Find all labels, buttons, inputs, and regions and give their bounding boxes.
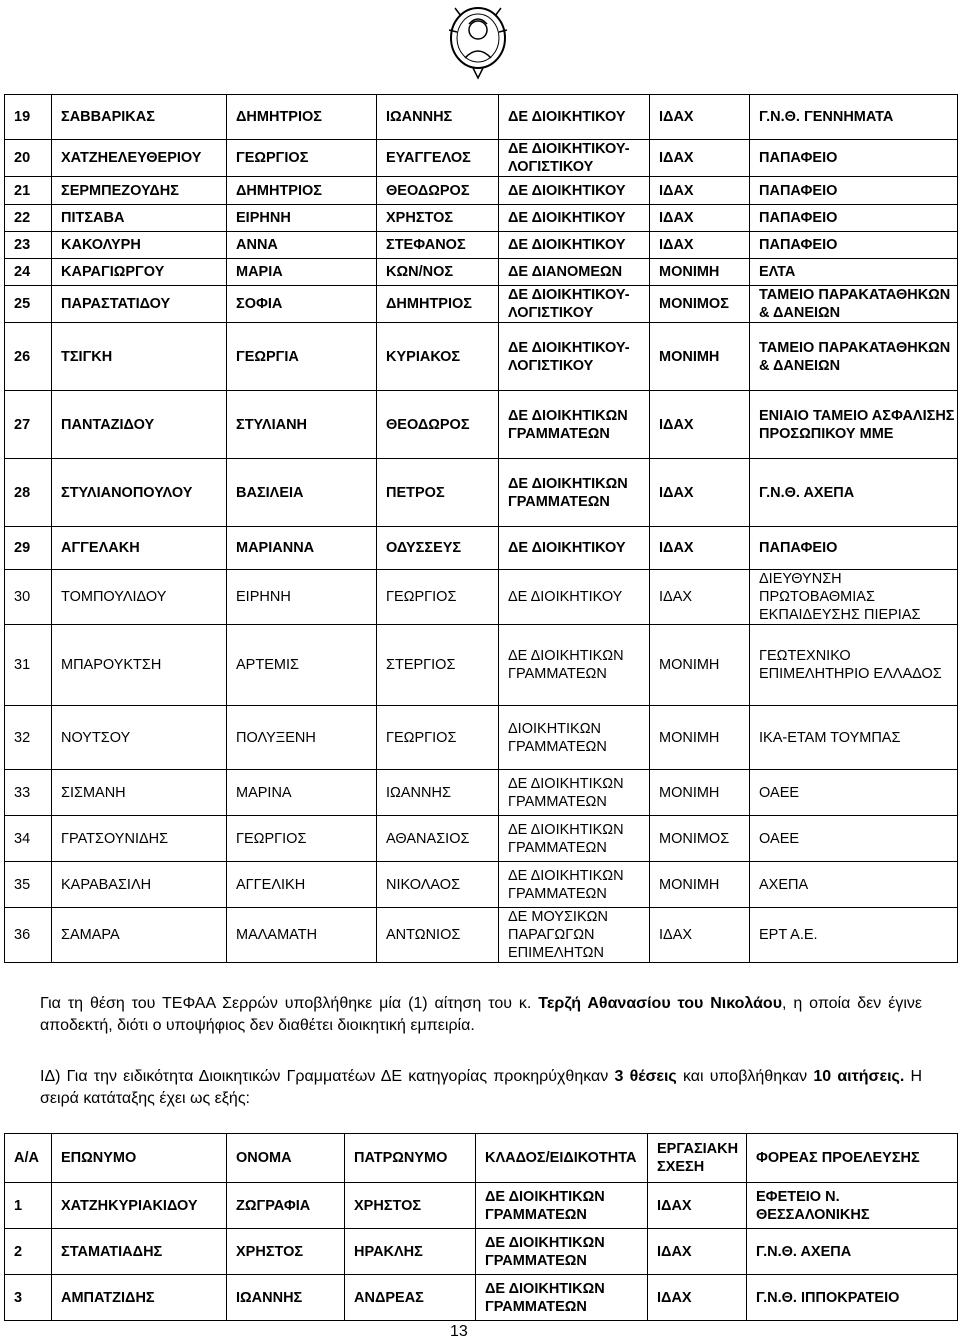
cell-no: 20 bbox=[5, 140, 52, 177]
cell-father: ΓΕΩΡΓΙΟΣ bbox=[377, 706, 499, 770]
cell-surname: ΣΙΣΜΑΝΗ bbox=[52, 770, 227, 816]
candidates-table-continued bbox=[4, 94, 958, 963]
table-row bbox=[5, 570, 958, 625]
cell-rel: ΙΔΑΧ bbox=[650, 459, 750, 527]
cell-branch: ΔΕ ΔΙΑΝΟΜΕΩΝ bbox=[499, 259, 650, 286]
cell-father: ΘΕΟΔΩΡΟΣ bbox=[377, 391, 499, 459]
cell-name: ΔΗΜΗΤΡΙΟΣ bbox=[227, 95, 377, 140]
cell-origin: Γ.Ν.Θ. ΑΧΕΠΑ bbox=[747, 1229, 958, 1275]
cell-no: 34 bbox=[5, 816, 52, 862]
cell-no: 30 bbox=[5, 570, 52, 625]
cell-no: 24 bbox=[5, 259, 52, 286]
cell-branch: ΔΙΟΙΚΗΤΙΚΩΝ ΓΡΑΜΜΑΤΕΩΝ bbox=[499, 706, 650, 770]
table-row bbox=[5, 259, 958, 286]
cell-father: ΣΤΕΡΓΙΟΣ bbox=[377, 625, 499, 706]
cell-no: 28 bbox=[5, 459, 52, 527]
cell-father: ΣΤΕΦΑΝΟΣ bbox=[377, 232, 499, 259]
cell-name: ΕΙΡΗΝΗ bbox=[227, 205, 377, 232]
table-row bbox=[5, 232, 958, 259]
positions-count: 3 θέσεις bbox=[614, 1068, 677, 1085]
cell-rel: ΙΔΑΧ bbox=[650, 140, 750, 177]
table-row bbox=[5, 908, 958, 963]
cell-rel: ΙΔΑΧ bbox=[650, 95, 750, 140]
cell-origin: ΠΑΠΑΦΕΙΟ bbox=[750, 232, 958, 259]
table-row bbox=[5, 286, 958, 323]
cell-rel: ΙΔΑΧ bbox=[650, 908, 750, 963]
cell-father: ΧΡΗΣΤΟΣ bbox=[345, 1183, 476, 1229]
cell-branch: ΔΕ ΔΙΟΙΚΗΤΙΚΩΝ ΓΡΑΜΜΑΤΕΩΝ bbox=[499, 770, 650, 816]
header-father: ΠΑΤΡΩΝΥΜΟ bbox=[345, 1134, 476, 1183]
cell-origin: ΤΑΜΕΙΟ ΠΑΡΑΚΑΤΑΘΗΚΩΝ & ΔΑΝΕΙΩΝ bbox=[750, 323, 958, 391]
cell-name: ΜΑΡΙΝΑ bbox=[227, 770, 377, 816]
table-row bbox=[5, 527, 958, 570]
cell-name: ΑΝΝΑ bbox=[227, 232, 377, 259]
cell-origin: ΠΑΠΑΦΕΙΟ bbox=[750, 205, 958, 232]
cell-father: ΕΥΑΓΓΕΛΟΣ bbox=[377, 140, 499, 177]
cell-no: 33 bbox=[5, 770, 52, 816]
cell-origin: ΙΚΑ-ΕΤΑΜ ΤΟΥΜΠΑΣ bbox=[750, 706, 958, 770]
cell-branch: ΔΕ ΜΟΥΣΙΚΩΝ ΠΑΡΑΓΩΓΩΝ ΕΠΙΜΕΛΗΤΩΝ bbox=[499, 908, 650, 963]
cell-branch: ΔΕ ΔΙΟΙΚΗΤΙΚΟΥ- ΛΟΓΙΣΤΙΚΟΥ bbox=[499, 140, 650, 177]
cell-rel: ΙΔΑΧ bbox=[648, 1275, 747, 1321]
page-number: 13 bbox=[450, 1323, 468, 1340]
cell-surname: ΣΑΜΑΡΑ bbox=[52, 908, 227, 963]
cell-branch: ΔΕ ΔΙΟΙΚΗΤΙΚΩΝ ΓΡΑΜΜΑΤΕΩΝ bbox=[476, 1183, 648, 1229]
cell-name: ΑΓΓΕΛΙΚΗ bbox=[227, 862, 377, 908]
table-row bbox=[5, 95, 958, 140]
cell-rel: ΙΔΑΧ bbox=[650, 232, 750, 259]
cell-surname: ΤΟΜΠΟΥΛΙΔΟΥ bbox=[52, 570, 227, 625]
cell-father: ΔΗΜΗΤΡΙΟΣ bbox=[377, 286, 499, 323]
header-no: Α/Α bbox=[5, 1134, 52, 1183]
cell-name: ΓΕΩΡΓΙΟΣ bbox=[227, 140, 377, 177]
table-row bbox=[5, 177, 958, 205]
cell-name: ΣΤΥΛΙΑΝΗ bbox=[227, 391, 377, 459]
cell-origin: ΕΝΙΑΙΟ ΤΑΜΕΙΟ ΑΣΦΑΛΙΣΗΣ ΠΡΟΣΩΠΙΚΟΥ ΜΜΕ bbox=[750, 391, 958, 459]
table-row bbox=[5, 862, 958, 908]
cell-surname: ΣΤΥΛΙΑΝΟΠΟΥΛΟΥ bbox=[52, 459, 227, 527]
cell-rel: ΜΟΝΙΜΗ bbox=[650, 706, 750, 770]
cell-origin: ΕΦΕΤΕΙΟ Ν. ΘΕΣΣΑΛΟΝΙΚΗΣ bbox=[747, 1183, 958, 1229]
cell-origin: ΤΑΜΕΙΟ ΠΑΡΑΚΑΤΑΘΗΚΩΝ & ΔΑΝΕΙΩΝ bbox=[750, 286, 958, 323]
table-row bbox=[5, 706, 958, 770]
cell-surname: ΠΑΝΤΑΖΙΔΟΥ bbox=[52, 391, 227, 459]
cell-father: ΟΔΥΣΣΕΥΣ bbox=[377, 527, 499, 570]
cell-father: ΘΕΟΔΩΡΟΣ bbox=[377, 177, 499, 205]
table-row bbox=[5, 205, 958, 232]
cell-name: ΔΗΜΗΤΡΙΟΣ bbox=[227, 177, 377, 205]
cell-father: ΑΝΔΡΕΑΣ bbox=[345, 1275, 476, 1321]
cell-branch: ΔΕ ΔΙΟΙΚΗΤΙΚΟΥ- ΛΟΓΙΣΤΙΚΟΥ bbox=[499, 286, 650, 323]
table-row bbox=[5, 1183, 958, 1229]
cell-origin: ΓΕΩΤΕΧΝΙΚΟ ΕΠΙΜΕΛΗΤΗΡΙΟ ΕΛΛΑΔΟΣ bbox=[750, 625, 958, 706]
cell-name: ΓΕΩΡΓΙΑ bbox=[227, 323, 377, 391]
table-row bbox=[5, 770, 958, 816]
cell-branch: ΔΕ ΔΙΟΙΚΗΤΙΚΟΥ- ΛΟΓΙΣΤΙΚΟΥ bbox=[499, 323, 650, 391]
cell-name: ΜΑΛΑΜΑΤΗ bbox=[227, 908, 377, 963]
cell-father: ΧΡΗΣΤΟΣ bbox=[377, 205, 499, 232]
cell-father: ΚΥΡΙΑΚΟΣ bbox=[377, 323, 499, 391]
cell-no: 27 bbox=[5, 391, 52, 459]
cell-rel: ΜΟΝΙΜΗ bbox=[650, 770, 750, 816]
paragraph-text: ΙΔ) Για την ειδικότητα Διοικητικών Γραμματέων ΔΕ κατηγορίας προκηρύχθηκαν bbox=[40, 1068, 615, 1085]
table-row bbox=[5, 323, 958, 391]
cell-origin: ΠΑΠΑΦΕΙΟ bbox=[750, 140, 958, 177]
table-row bbox=[5, 625, 958, 706]
paragraph-text: , η οποία δεν έγινε αποδεκτή, διότι ο υποψήφιος δεν διαθέτει διοικητική εμπειρία. bbox=[40, 995, 923, 1034]
cell-name: ΒΑΣΙΛΕΙΑ bbox=[227, 459, 377, 527]
cell-rel: ΜΟΝΙΜΗ bbox=[650, 625, 750, 706]
cell-surname: ΑΜΠΑΤΖΙΔΗΣ bbox=[52, 1275, 227, 1321]
cell-father: ΝΙΚΟΛΑΟΣ bbox=[377, 862, 499, 908]
cell-rel: ΜΟΝΙΜΟΣ bbox=[650, 816, 750, 862]
cell-surname: ΚΑΡΑΓΙΩΡΓΟΥ bbox=[52, 259, 227, 286]
cell-origin: ΟΑΕΕ bbox=[750, 816, 958, 862]
cell-no: 29 bbox=[5, 527, 52, 570]
cell-branch: ΔΕ ΔΙΟΙΚΗΤΙΚΟΥ bbox=[499, 205, 650, 232]
header-branch: ΚΛΑΔΟΣ/ΕΙΔΙΚΟΤΗΤΑ bbox=[476, 1134, 648, 1183]
cell-branch: ΔΕ ΔΙΟΙΚΗΤΙΚΩΝ ΓΡΑΜΜΑΤΕΩΝ bbox=[499, 625, 650, 706]
university-seal-icon bbox=[447, 2, 509, 80]
cell-father: ΠΕΤΡΟΣ bbox=[377, 459, 499, 527]
paragraph-secretaries bbox=[40, 1066, 922, 1110]
cell-name: ΜΑΡΙΑΝΝΑ bbox=[227, 527, 377, 570]
cell-rel: ΙΔΑΧ bbox=[648, 1183, 747, 1229]
cell-rel: ΙΔΑΧ bbox=[650, 570, 750, 625]
cell-branch: ΔΕ ΔΙΟΙΚΗΤΙΚΩΝ ΓΡΑΜΜΑΤΕΩΝ bbox=[499, 459, 650, 527]
paragraph-text: Η σειρά κατάταξης έχει ως εξής: bbox=[40, 1068, 923, 1107]
cell-surname: ΣΤΑΜΑΤΙΑΔΗΣ bbox=[52, 1229, 227, 1275]
cell-surname: ΣΕΡΜΠΕΖΟΥΔΗΣ bbox=[52, 177, 227, 205]
cell-no: 1 bbox=[5, 1183, 52, 1229]
cell-rel: ΜΟΝΙΜΟΣ bbox=[650, 286, 750, 323]
ranking-table bbox=[4, 1133, 958, 1321]
paragraph-text: και υποβλήθηκαν bbox=[676, 1068, 814, 1085]
cell-surname: ΧΑΤΖΗΚΥΡΙΑΚΙΔΟΥ bbox=[52, 1183, 227, 1229]
cell-surname: ΜΠΑΡΟΥΚΤΣΗ bbox=[52, 625, 227, 706]
applications-count: 10 αιτήσεις. bbox=[813, 1068, 905, 1085]
cell-name: ΕΙΡΗΝΗ bbox=[227, 570, 377, 625]
cell-surname: ΠΑΡΑΣΤΑΤΙΔΟΥ bbox=[52, 286, 227, 323]
table-row bbox=[5, 816, 958, 862]
cell-name: ΧΡΗΣΤΟΣ bbox=[227, 1229, 345, 1275]
cell-origin: ΕΡΤ Α.Ε. bbox=[750, 908, 958, 963]
cell-no: 2 bbox=[5, 1229, 52, 1275]
cell-rel: ΙΔΑΧ bbox=[648, 1229, 747, 1275]
cell-no: 23 bbox=[5, 232, 52, 259]
cell-no: 3 bbox=[5, 1275, 52, 1321]
cell-no: 21 bbox=[5, 177, 52, 205]
cell-surname: ΤΣΙΓΚΗ bbox=[52, 323, 227, 391]
header-name: ΟΝΟΜΑ bbox=[227, 1134, 345, 1183]
cell-origin: ΠΑΠΑΦΕΙΟ bbox=[750, 177, 958, 205]
cell-branch: ΔΕ ΔΙΟΙΚΗΤΙΚΩΝ ΓΡΑΜΜΑΤΕΩΝ bbox=[476, 1229, 648, 1275]
cell-origin: ΑΧΕΠΑ bbox=[750, 862, 958, 908]
table-header-row bbox=[5, 1134, 958, 1183]
cell-no: 35 bbox=[5, 862, 52, 908]
table-row bbox=[5, 1229, 958, 1275]
cell-name: ΣΟΦΙΑ bbox=[227, 286, 377, 323]
table-row bbox=[5, 140, 958, 177]
cell-origin: Γ.Ν.Θ. ΑΧΕΠΑ bbox=[750, 459, 958, 527]
cell-origin: Γ.Ν.Θ. ΓΕΝΝΗΜΑΤΑ bbox=[750, 95, 958, 140]
cell-rel: ΜΟΝΙΜΗ bbox=[650, 323, 750, 391]
cell-rel: ΙΔΑΧ bbox=[650, 527, 750, 570]
cell-rel: ΜΟΝΙΜΗ bbox=[650, 259, 750, 286]
cell-rel: ΙΔΑΧ bbox=[650, 205, 750, 232]
cell-origin: ΟΑΕΕ bbox=[750, 770, 958, 816]
cell-no: 19 bbox=[5, 95, 52, 140]
cell-branch: ΔΕ ΔΙΟΙΚΗΤΙΚΩΝ ΓΡΑΜΜΑΤΕΩΝ bbox=[499, 816, 650, 862]
cell-surname: ΣΑΒΒΑΡΙΚΑΣ bbox=[52, 95, 227, 140]
cell-surname: ΚΑΡΑΒΑΣΙΛΗ bbox=[52, 862, 227, 908]
cell-surname: ΧΑΤΖΗΕΛΕΥΘΕΡΙΟΥ bbox=[52, 140, 227, 177]
cell-branch: ΔΕ ΔΙΟΙΚΗΤΙΚΟΥ bbox=[499, 570, 650, 625]
cell-name: ΓΕΩΡΓΙΟΣ bbox=[227, 816, 377, 862]
paragraph-text: Για τη θέση του ΤΕΦΑΑ Σερρών υποβλήθηκε μία (1) αίτηση του κ. bbox=[40, 995, 539, 1012]
cell-branch: ΔΕ ΔΙΟΙΚΗΤΙΚΩΝ ΓΡΑΜΜΑΤΕΩΝ bbox=[476, 1275, 648, 1321]
cell-no: 32 bbox=[5, 706, 52, 770]
cell-branch: ΔΕ ΔΙΟΙΚΗΤΙΚΩΝ ΓΡΑΜΜΑΤΕΩΝ bbox=[499, 391, 650, 459]
cell-father: ΑΝΤΩΝΙΟΣ bbox=[377, 908, 499, 963]
paragraph-tefaa-serres bbox=[40, 993, 922, 1037]
cell-father: ΙΩΑΝΝΗΣ bbox=[377, 95, 499, 140]
cell-father: ΚΩΝ/ΝΟΣ bbox=[377, 259, 499, 286]
header-surname: ΕΠΩΝΥΜΟ bbox=[52, 1134, 227, 1183]
cell-surname: ΓΡΑΤΣΟΥΝΙΔΗΣ bbox=[52, 816, 227, 862]
cell-father: ΙΩΑΝΝΗΣ bbox=[377, 770, 499, 816]
cell-branch: ΔΕ ΔΙΟΙΚΗΤΙΚΟΥ bbox=[499, 95, 650, 140]
cell-origin: Γ.Ν.Θ. ΙΠΠΟΚΡΑΤΕΙΟ bbox=[747, 1275, 958, 1321]
table-row bbox=[5, 459, 958, 527]
cell-no: 31 bbox=[5, 625, 52, 706]
header-relation: ΕΡΓΑΣΙΑΚΗ ΣΧΕΣΗ bbox=[648, 1134, 747, 1183]
candidate-name-bold: Τερζή Αθανασίου του Νικολάου bbox=[538, 995, 783, 1012]
cell-name: ΑΡΤΕΜΙΣ bbox=[227, 625, 377, 706]
cell-no: 36 bbox=[5, 908, 52, 963]
cell-surname: ΠΙΤΣΑΒΑ bbox=[52, 205, 227, 232]
cell-name: ΠΟΛΥΞΕΝΗ bbox=[227, 706, 377, 770]
cell-father: ΑΘΑΝΑΣΙΟΣ bbox=[377, 816, 499, 862]
header-origin: ΦΟΡΕΑΣ ΠΡΟΕΛΕΥΣΗΣ bbox=[747, 1134, 958, 1183]
cell-name: ΖΩΓΡΑΦΙΑ bbox=[227, 1183, 345, 1229]
cell-origin: ΔΙΕΥΘΥΝΣΗ ΠΡΩΤΟΒΑΘΜΙΑΣ ΕΚΠΑΙΔΕΥΣΗΣ ΠΙΕΡΙΑΣ bbox=[750, 570, 958, 625]
table-row bbox=[5, 391, 958, 459]
cell-name: ΙΩΑΝΝΗΣ bbox=[227, 1275, 345, 1321]
cell-branch: ΔΕ ΔΙΟΙΚΗΤΙΚΟΥ bbox=[499, 527, 650, 570]
cell-surname: ΑΓΓΕΛΑΚΗ bbox=[52, 527, 227, 570]
cell-no: 25 bbox=[5, 286, 52, 323]
cell-rel: ΙΔΑΧ bbox=[650, 177, 750, 205]
cell-origin: ΠΑΠΑΦΕΙΟ bbox=[750, 527, 958, 570]
cell-branch: ΔΕ ΔΙΟΙΚΗΤΙΚΟΥ bbox=[499, 232, 650, 259]
cell-rel: ΙΔΑΧ bbox=[650, 391, 750, 459]
cell-surname: ΝΟΥΤΣΟΥ bbox=[52, 706, 227, 770]
cell-origin: ΕΛΤΑ bbox=[750, 259, 958, 286]
table-row bbox=[5, 1275, 958, 1321]
cell-branch: ΔΕ ΔΙΟΙΚΗΤΙΚΟΥ bbox=[499, 177, 650, 205]
cell-no: 22 bbox=[5, 205, 52, 232]
cell-rel: ΜΟΝΙΜΗ bbox=[650, 862, 750, 908]
cell-branch: ΔΕ ΔΙΟΙΚΗΤΙΚΩΝ ΓΡΑΜΜΑΤΕΩΝ bbox=[499, 862, 650, 908]
cell-name: ΜΑΡΙΑ bbox=[227, 259, 377, 286]
cell-father: ΗΡΑΚΛΗΣ bbox=[345, 1229, 476, 1275]
cell-father: ΓΕΩΡΓΙΟΣ bbox=[377, 570, 499, 625]
cell-no: 26 bbox=[5, 323, 52, 391]
cell-surname: ΚΑΚΟΛΥΡΗ bbox=[52, 232, 227, 259]
